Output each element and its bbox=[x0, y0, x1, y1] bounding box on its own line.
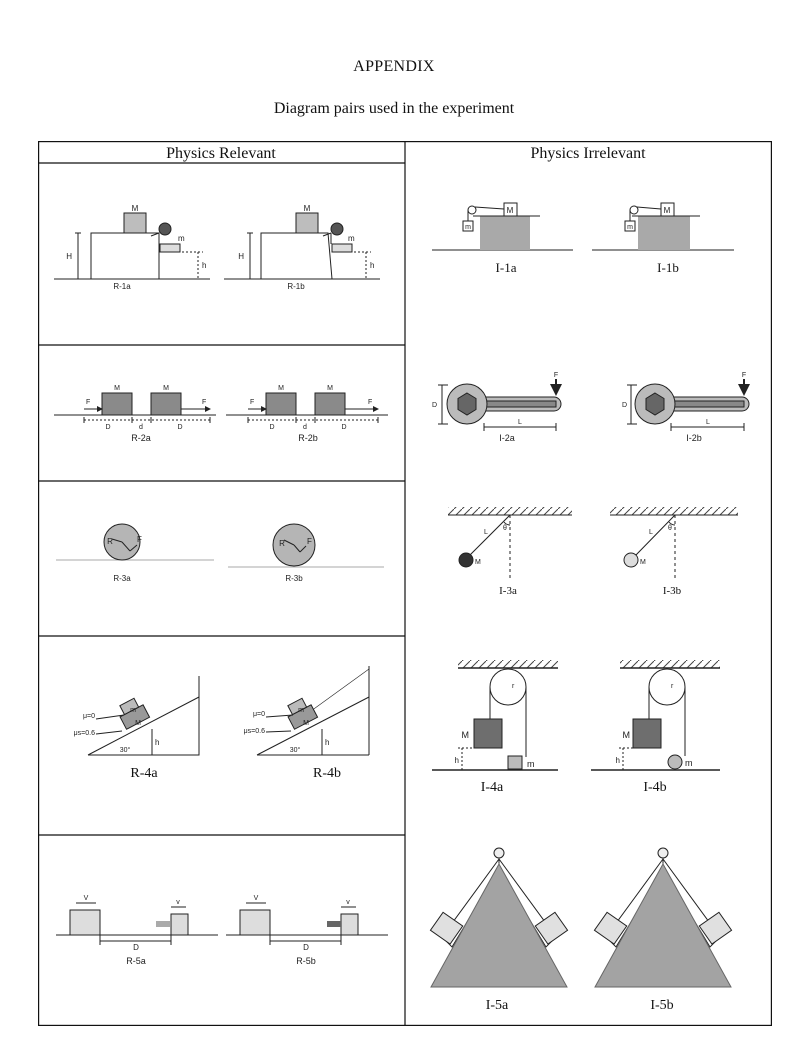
i4a-label-m: m bbox=[527, 759, 535, 769]
r1b-label-h: h bbox=[370, 261, 375, 270]
i1b-caption: I-1b bbox=[657, 260, 679, 275]
i4b-label-h: h bbox=[615, 756, 620, 765]
diagram-r3b bbox=[228, 524, 384, 567]
r4a-caption: R-4a bbox=[130, 766, 158, 781]
i4b-label-r: r bbox=[671, 683, 674, 690]
diagram-r3a bbox=[56, 524, 214, 560]
diagram-r2 bbox=[54, 385, 388, 443]
r2b-label-D1: D bbox=[269, 424, 275, 431]
r2b-label-F2: F bbox=[368, 399, 373, 406]
i1a-label-M: M bbox=[506, 206, 514, 215]
r4b-label-mu: μ=0 bbox=[252, 711, 265, 718]
i5b-caption: I-5b bbox=[650, 998, 674, 1013]
i4b-caption: I-4b bbox=[643, 780, 667, 795]
r4a-label-m: m bbox=[130, 707, 136, 714]
r1b-label-M: M bbox=[303, 204, 311, 213]
i4b-label-m: m bbox=[685, 758, 693, 768]
r2a-label-M1: M bbox=[114, 385, 120, 392]
r1a-label-M: M bbox=[131, 204, 139, 213]
i4a-label-M: M bbox=[461, 730, 469, 740]
r2a-label-M2: M bbox=[163, 385, 169, 392]
r1b-label-H: H bbox=[238, 252, 244, 261]
r3b-label-F: F bbox=[307, 537, 312, 546]
diagram-r5b bbox=[226, 903, 388, 945]
diagram-r4 bbox=[74, 666, 369, 781]
r3a-label-R: R bbox=[107, 537, 113, 546]
r1a-label-m: m bbox=[178, 234, 185, 243]
r4a-label-angle: 30° bbox=[119, 747, 131, 754]
i2b-label-D: D bbox=[621, 402, 627, 409]
i2b-caption: I-2b bbox=[686, 433, 702, 443]
i1b-label-M: M bbox=[663, 206, 671, 215]
r2a-caption: R-2a bbox=[131, 433, 151, 443]
diagram-i3b bbox=[610, 507, 738, 581]
r2a-label-F1: F bbox=[86, 399, 91, 406]
i3a-label-L: L bbox=[484, 529, 488, 536]
diagram-i4b bbox=[591, 660, 720, 770]
i2b-label-L: L bbox=[706, 419, 710, 426]
i3b-caption: I-3b bbox=[662, 585, 682, 597]
i2b-label-F: F bbox=[741, 372, 747, 379]
i3a-caption: I-3a bbox=[499, 585, 517, 597]
diagram-i3a bbox=[448, 507, 572, 581]
i3a-label-theta: θ bbox=[503, 525, 507, 532]
r5b-caption: R-5b bbox=[296, 956, 316, 966]
i2a-label-F: F bbox=[553, 372, 559, 379]
r4b-label-M: M bbox=[303, 720, 309, 727]
diagram-r4b bbox=[257, 666, 369, 755]
i3a-label-M: M bbox=[475, 559, 481, 566]
diagram-i2b bbox=[627, 379, 749, 431]
r1a-caption: R-1a bbox=[113, 282, 131, 291]
r4a-label-M: M bbox=[135, 720, 141, 727]
r5a-label-V: V bbox=[83, 895, 89, 902]
i4a-label-r: r bbox=[512, 683, 515, 690]
i2a-label-L: L bbox=[518, 419, 522, 426]
r4b-caption: R-4b bbox=[313, 766, 341, 781]
r2b-label-M2: M bbox=[327, 385, 333, 392]
i3b-label-L: L bbox=[649, 529, 653, 536]
i1a-label-m: m bbox=[465, 224, 471, 231]
r4a-label-h: h bbox=[155, 738, 160, 747]
i3b-label-theta: θ bbox=[668, 525, 672, 532]
diagram-i4 bbox=[432, 660, 720, 795]
r2a-label-d: d bbox=[139, 424, 143, 431]
diagram-i5a bbox=[430, 848, 567, 987]
r4b-label-m: m bbox=[298, 707, 304, 714]
r5b-label-v: v bbox=[346, 899, 350, 906]
diagram-r2a bbox=[54, 393, 216, 423]
r4b-label-h: h bbox=[325, 738, 330, 747]
r4b-label-mus: μs=0.6 bbox=[243, 728, 265, 735]
diagram-i2a bbox=[438, 379, 561, 431]
diagram-r3 bbox=[56, 524, 384, 583]
r5a-label-v: v bbox=[176, 899, 180, 906]
column-header-relevant: Physics Relevant bbox=[166, 145, 276, 162]
r4a-label-mus: μs=0.6 bbox=[73, 730, 95, 737]
diagram-i5 bbox=[430, 848, 731, 1013]
i1a-caption: I-1a bbox=[495, 260, 517, 275]
r5b-label-D: D bbox=[303, 943, 309, 952]
r2a-label-D1: D bbox=[105, 424, 111, 431]
i5a-caption: I-5a bbox=[485, 998, 509, 1013]
r3b-caption: R-3b bbox=[285, 574, 303, 583]
i3b-label-M: M bbox=[640, 559, 646, 566]
r2b-caption: R-2b bbox=[298, 433, 318, 443]
r2a-label-F2: F bbox=[202, 399, 207, 406]
i4b-label-M: M bbox=[622, 730, 630, 740]
r2b-label-F1: F bbox=[250, 399, 255, 406]
r3b-label-R: R bbox=[279, 539, 285, 548]
i2a-caption: I-2a bbox=[499, 433, 515, 443]
i2a-label-D: D bbox=[431, 402, 437, 409]
r2b-label-d: d bbox=[303, 424, 307, 431]
page-title: APPENDIX bbox=[353, 58, 435, 75]
r2b-label-D2: D bbox=[341, 424, 347, 431]
r1b-label-m: m bbox=[348, 234, 355, 243]
diagram-r1b bbox=[224, 213, 380, 279]
r5b-label-V: V bbox=[253, 895, 259, 902]
r1a-label-h: h bbox=[202, 261, 207, 270]
r2a-label-D2: D bbox=[177, 424, 183, 431]
r4a-label-mu: μ=0 bbox=[82, 713, 95, 720]
r1b-caption: R-1b bbox=[287, 282, 305, 291]
diagram-i2 bbox=[432, 372, 749, 443]
column-header-irrelevant: Physics Irrelevant bbox=[530, 145, 646, 162]
diagram-i1 bbox=[432, 203, 734, 275]
r2b-label-M1: M bbox=[278, 385, 284, 392]
r5a-caption: R-5a bbox=[126, 956, 146, 966]
r3a-caption: R-3a bbox=[113, 574, 131, 583]
i4a-caption: I-4a bbox=[480, 780, 504, 795]
diagram-table bbox=[38, 141, 772, 1026]
page-subtitle: Diagram pairs used in the experiment bbox=[273, 100, 515, 117]
diagram-i3 bbox=[448, 507, 738, 597]
diagram-r5a bbox=[56, 903, 218, 945]
i1b-label-m: m bbox=[627, 224, 633, 231]
diagram-i5b bbox=[594, 848, 731, 987]
r5a-label-D: D bbox=[133, 943, 139, 952]
i4a-label-h: h bbox=[454, 756, 459, 765]
diagram-i4a bbox=[432, 660, 558, 770]
diagram-r1a bbox=[54, 213, 210, 279]
diagram-i1a bbox=[432, 203, 573, 250]
diagram-r2b bbox=[226, 393, 388, 423]
r1a-label-H: H bbox=[66, 252, 72, 261]
diagram-r4a bbox=[88, 676, 199, 755]
r3a-label-F: F bbox=[137, 535, 142, 544]
r4b-label-angle: 30° bbox=[289, 747, 301, 754]
diagram-r1 bbox=[54, 204, 380, 291]
diagram-r5 bbox=[56, 895, 388, 966]
